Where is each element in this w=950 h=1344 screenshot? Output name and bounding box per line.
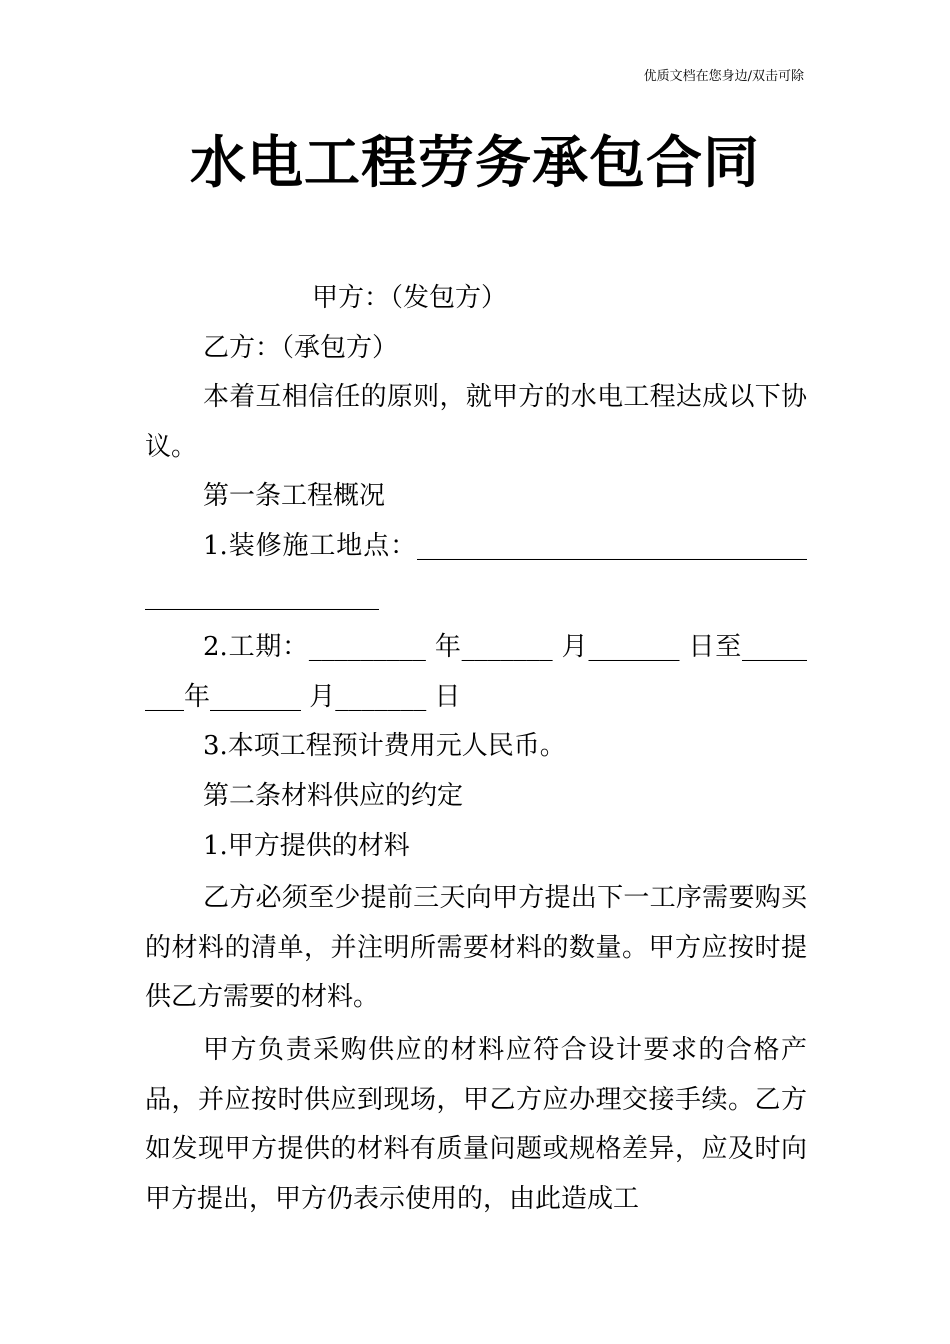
construction-period-line: 2.工期：_________ 年_______ 月_______ 日至________年_______ 月_______ 日 (145, 632, 807, 712)
article-one-heading: 第一条工程概况 (203, 481, 386, 512)
materials-subheading: 1.甲方提供的材料 (203, 830, 410, 861)
document-title: 水电工程劳务承包合同 (190, 131, 760, 196)
header-note: 优质文档在您身边/双击可除 (643, 69, 804, 84)
materials-quality-paragraph: 甲方负责采购供应的材料应符合设计要求的合格产品，并应按时供应到现场，甲乙方应办理交接手续。乙方如发现甲方提供的材料有质量问题或规格差异，应及时向甲方提出，甲方仍表示使用的，由此造成工 (145, 1034, 807, 1214)
preamble-paragraph: 本着互相信任的原则，就甲方的水电工程达成以下协议。 (145, 382, 807, 462)
document-body (145, 274, 807, 1224)
article-two-heading: 第二条材料供应的约定 (203, 780, 464, 811)
party-b-line: 乙方：（承包方） (203, 332, 399, 363)
materials-request-paragraph: 乙方必须至少提前三天向甲方提出下一工序需要购买的材料的清单，并注明所需要材料的数量。甲方应按时提供乙方需要的材料。 (145, 883, 807, 1013)
estimated-cost-line: 3.本项工程预计费用元人民币。 (203, 731, 566, 762)
construction-site-line: 1.装修施工地点：________________________________________________ (145, 530, 807, 611)
party-a-line: 甲方：（发包方） (312, 283, 508, 313)
